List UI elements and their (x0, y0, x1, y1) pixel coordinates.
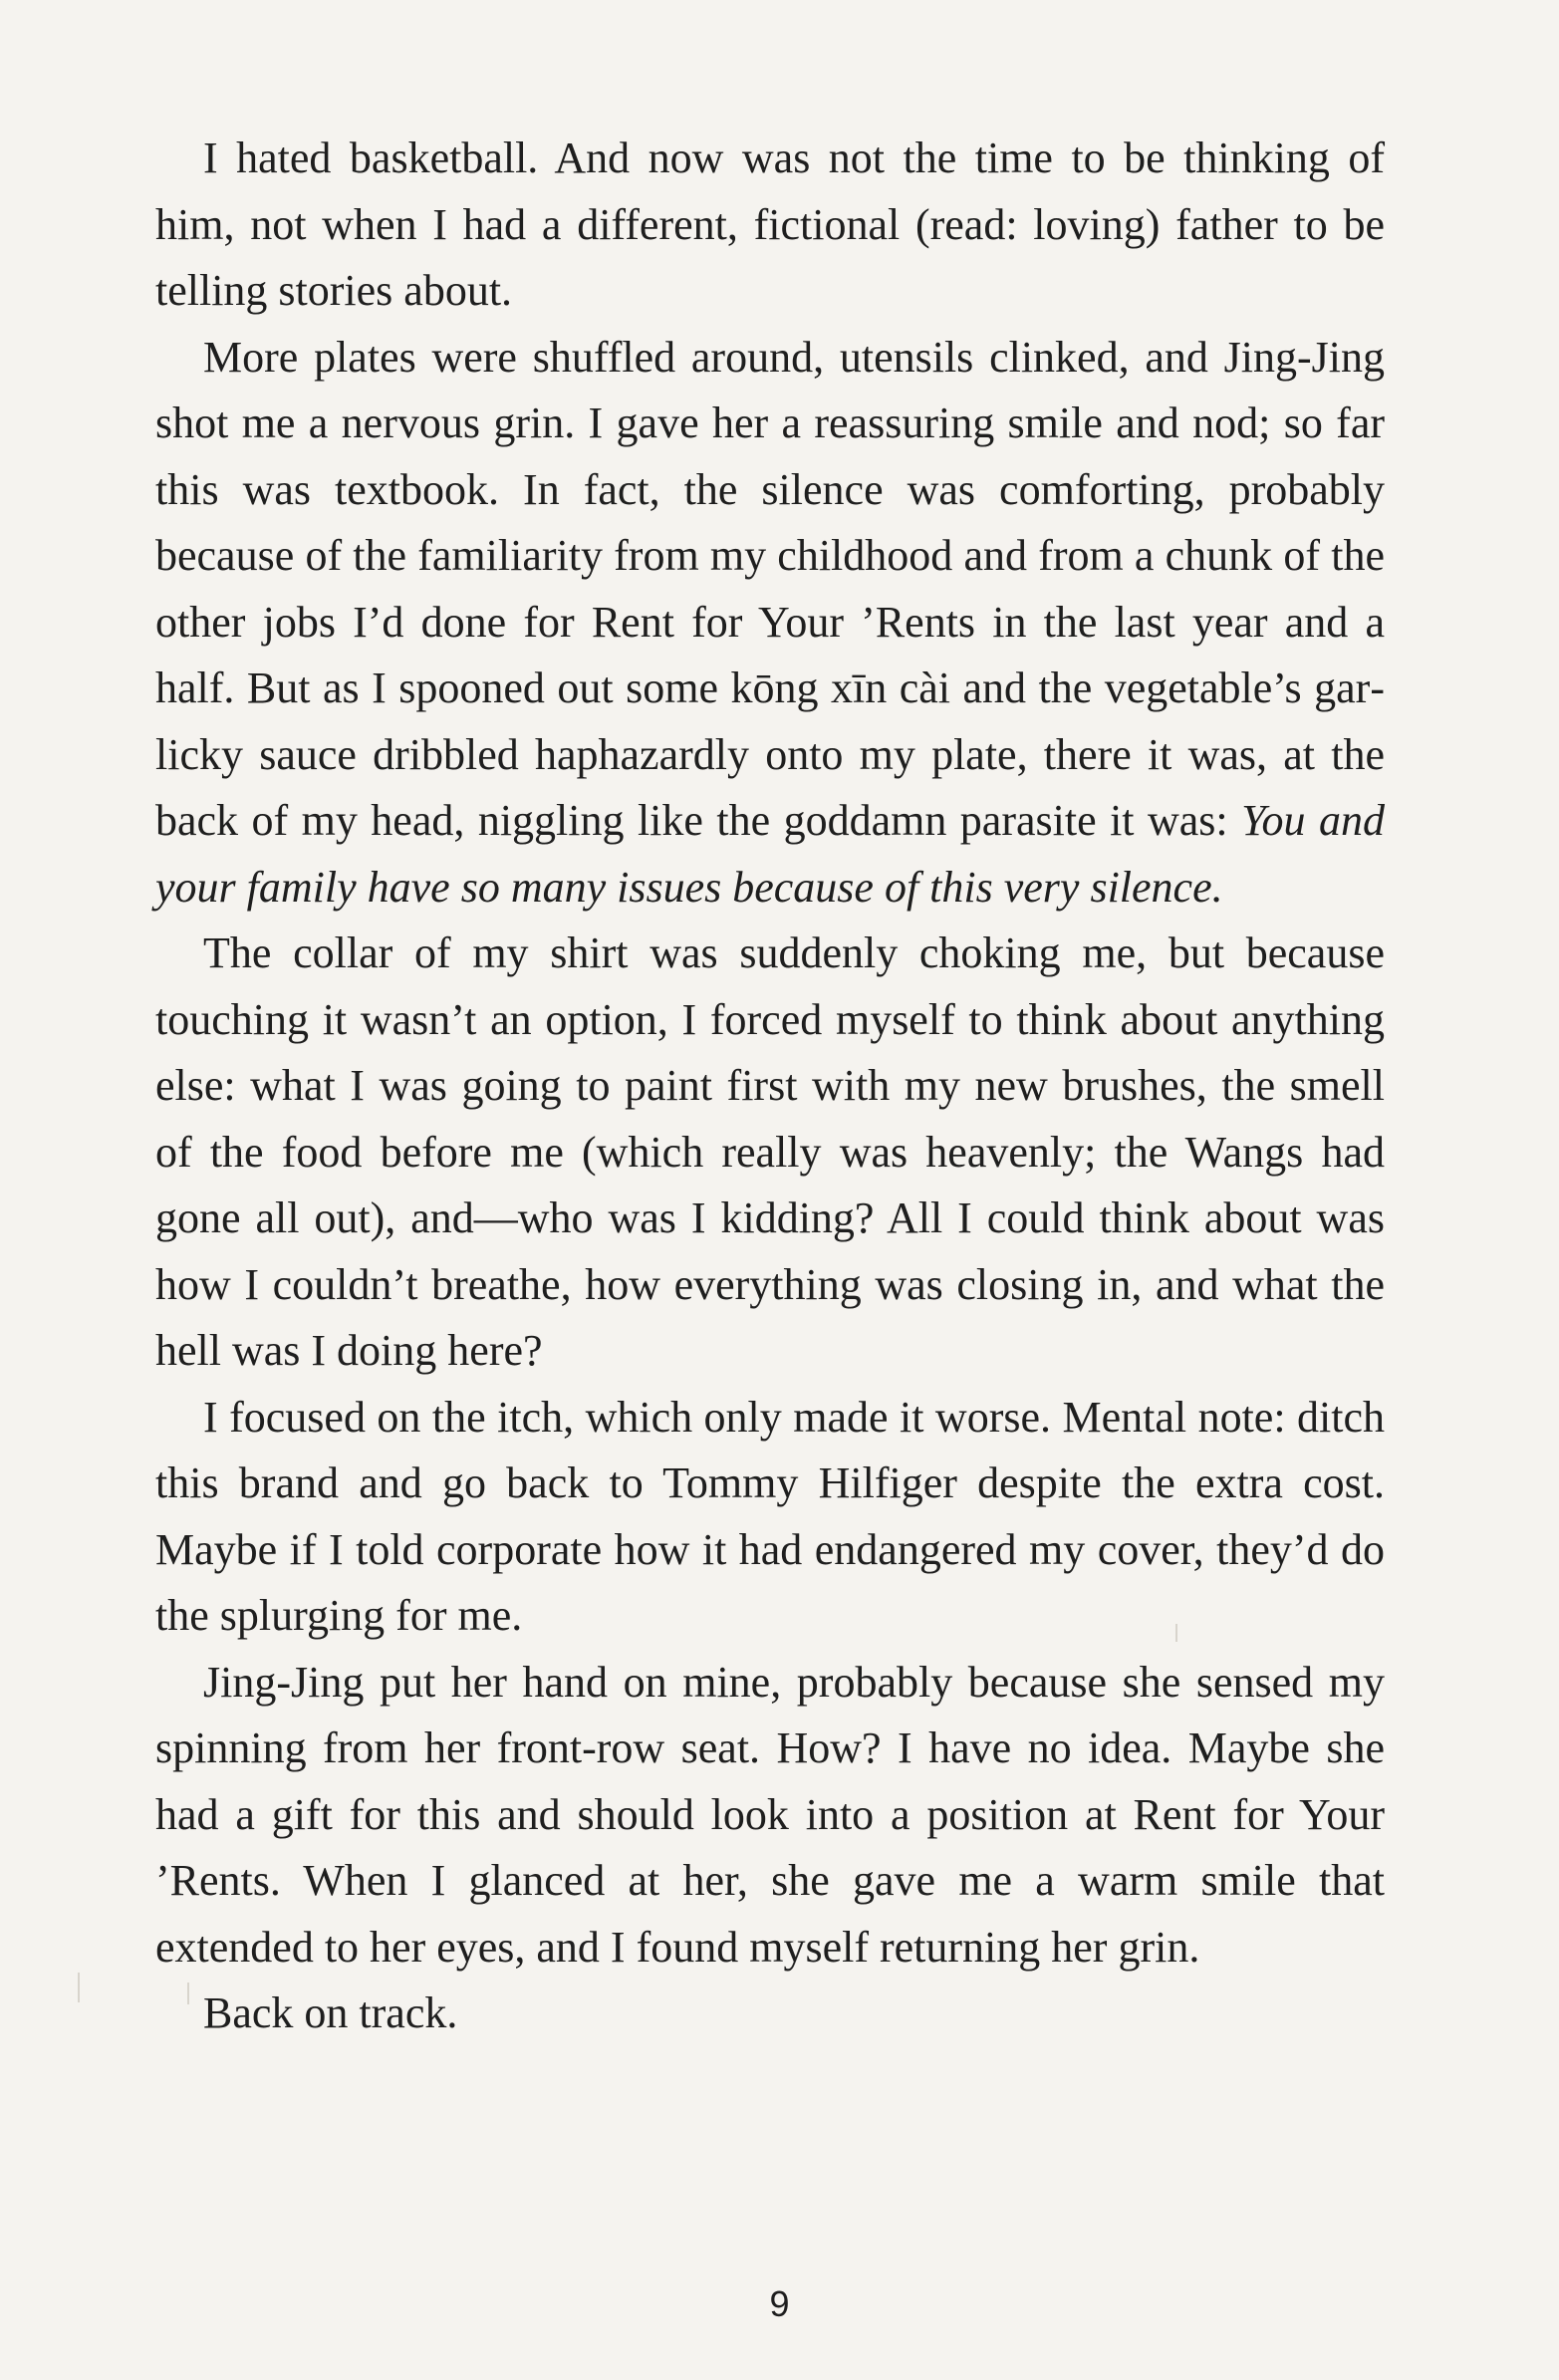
paragraph: Back on track. (203, 1988, 458, 2037)
italic-thought: You and your family have so many issues because of this very silence. (155, 796, 1385, 912)
paragraph (155, 325, 1385, 922)
paragraph-text: More plates were shuffled around, utensils clinked, and Jing-Jing shot me a nervous grin. I gave her a reassuring smile and nod; so far this was textbook. In fact, the silence was comforting, probably because of the familiarity from my childhood and from a chunk of the other jobs I’d done for Rent for Your ’Rents in the last year and a half. But as I spooned out some kōng xīn cài and the vegetable’s garlicky sauce dribbled haphazardly onto my plate, there it was, at the back of my head, niggling like the goddamn parasite it was: (155, 332, 1385, 845)
paragraph: The collar of my shirt was suddenly choking me, but because touching it wasn’t an option, I forced myself to think about anything else: what I was going to paint first with my new brushes, the smell of the food before me (which really was heavenly; the Wangs had gone all out), and—who was I kidding? All I could think about was how I couldn’t breathe, how everything was closing in, and what the hell was I doing here? (155, 928, 1385, 1375)
scan-artifact (78, 1973, 80, 2002)
scan-artifact (1175, 1624, 1177, 1642)
body-text (155, 126, 1385, 2047)
paragraph: I hated basketball. And now was not the time to be thinking of him, not when I had a different, fictional (read: loving) father to be telling stories about. (155, 133, 1385, 315)
scan-artifact (187, 1983, 189, 2004)
paragraph: I focused on the itch, which only made it worse. Mental note: ditch this brand and go back to Tommy Hilfiger despite the extra cost. Maybe if I told corporate how it had endangered my cover, they’d do the splurging for me. (155, 1392, 1385, 1640)
paragraph: Jing-Jing put her hand on mine, probably because she sensed my spinning from her front-row seat. How? I have no idea. Maybe she had a gift for this and should look into a position at Rent for Your ’Rents. When I glanced at her, she gave me a warm smile that extended to her eyes, and I found myself returning her grin. (155, 1657, 1385, 1972)
page-number: 9 (769, 2283, 790, 2324)
